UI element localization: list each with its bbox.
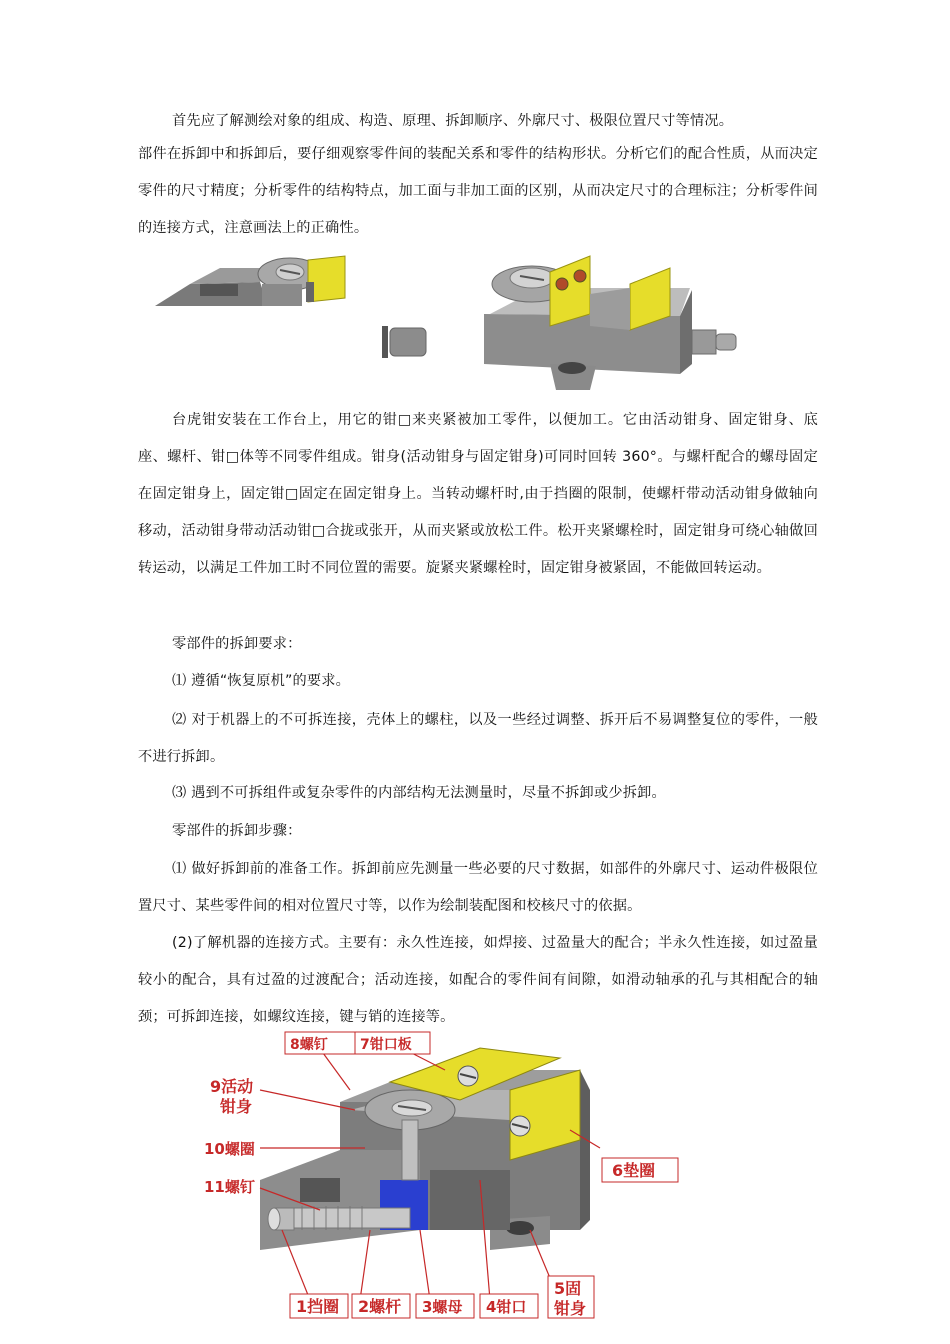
vise-description: 台虎钳安装在工作台上，用它的钳□来夹紧被加工零件，以便加工。它由活动钳身、固定钳身、底座、螺杆、钳□体等不同零件组成。钳身(活动钳身与固定钳身)可同时回转 360°。与螺杆配合的螺母固定在固定钳身上，固定钳□固定在固定钳身上。当转动螺杆时,由于挡圈的限制，使螺杆带动活动钳身做轴向移动，活动钳身带动活动钳□合拢或张开，从而夹紧或放松工件。松开夹紧螺栓时，固定钳身可绕心轴做回转运动，以满足工件加工时不同位置的需要。旋紧夹紧螺栓时，固定钳身被紧固，不能做回转运动。 bbox=[138, 412, 818, 576]
label-jaw: 4钳口 bbox=[486, 1298, 527, 1316]
label-retaining-ring: 1挡圈 bbox=[296, 1297, 340, 1316]
intro-paragraph: 部件在拆卸中和拆卸后，要仔细观察零件间的装配关系和零件的结构形状。分析它们的配合性质，从而决定零件的尺寸精度；分析零件的结构特点，加工面与非加工面的区别，从而决定尺寸的合理标注；分析零件间的连接方式，注意画法上的正确性。 bbox=[138, 146, 818, 236]
steps-heading: 零部件的拆卸步骤： bbox=[172, 823, 302, 839]
label-moving-jaw: 9活动 bbox=[210, 1077, 254, 1096]
label-lead-screw: 2螺杆 bbox=[358, 1297, 402, 1316]
label-moving-jaw-2: 钳身 bbox=[220, 1097, 253, 1116]
vise-assembly-diagram bbox=[190, 1030, 690, 1320]
requirements-heading: 零部件的拆卸要求： bbox=[172, 636, 302, 652]
label-fixed-jaw: 5固 bbox=[554, 1279, 582, 1298]
label-screw-11: 11螺钉 bbox=[204, 1178, 255, 1196]
intro-line-1: 首先应了解测绘对象的组成、构造、原理、拆卸顺序、外廓尺寸、极限位置尺寸等情况。 bbox=[172, 113, 734, 129]
requirement-item-3: ⑶ 遇到不可拆组件或复杂零件的内部结构无法测量时，尽量不拆卸或少拆卸。 bbox=[172, 785, 666, 801]
vise-figure-top-left bbox=[150, 254, 350, 310]
label-fixed-jaw-2: 钳身 bbox=[554, 1299, 587, 1318]
label-nut: 3螺母 bbox=[422, 1298, 463, 1316]
label-top-jaw-plate: 7钳口板 bbox=[360, 1037, 412, 1053]
label-washer-10: 10螺圈 bbox=[204, 1140, 255, 1158]
vise-figure-top-right bbox=[480, 254, 740, 396]
handle-fragment-figure bbox=[380, 322, 430, 364]
step-item-1: ⑴ 做好拆卸前的准备工作。拆卸前应先测量一些必要的尺寸数据，如部件的外廓尺寸、运动件极限位置尺寸、某些零件间的相对位置尺寸等，以作为绘制装配图和校核尺寸的依据。 bbox=[138, 861, 818, 914]
requirement-item-1: ⑴ 遵循“恢复原机”的要求。 bbox=[172, 673, 351, 689]
step-item-2: (2)了解机器的连接方式。主要有：永久性连接，如焊接、过盈量大的配合；半永久性连接，如过盈量较小的配合，具有过盈的过渡配合；活动连接，如配合的零件间有间隙，如滑动轴承的孔与其相配合的轴颈；可拆卸连接，如螺纹连接，键与销的连接等。 bbox=[138, 935, 818, 1025]
label-washer-6: 6垫圈 bbox=[612, 1161, 656, 1180]
requirement-item-2: ⑵ 对于机器上的不可拆连接，壳体上的螺柱，以及一些经过调整、拆开后不易调整复位的零件，一般不进行拆卸。 bbox=[138, 712, 818, 765]
label-top-screw: 8螺钉 bbox=[290, 1037, 328, 1053]
